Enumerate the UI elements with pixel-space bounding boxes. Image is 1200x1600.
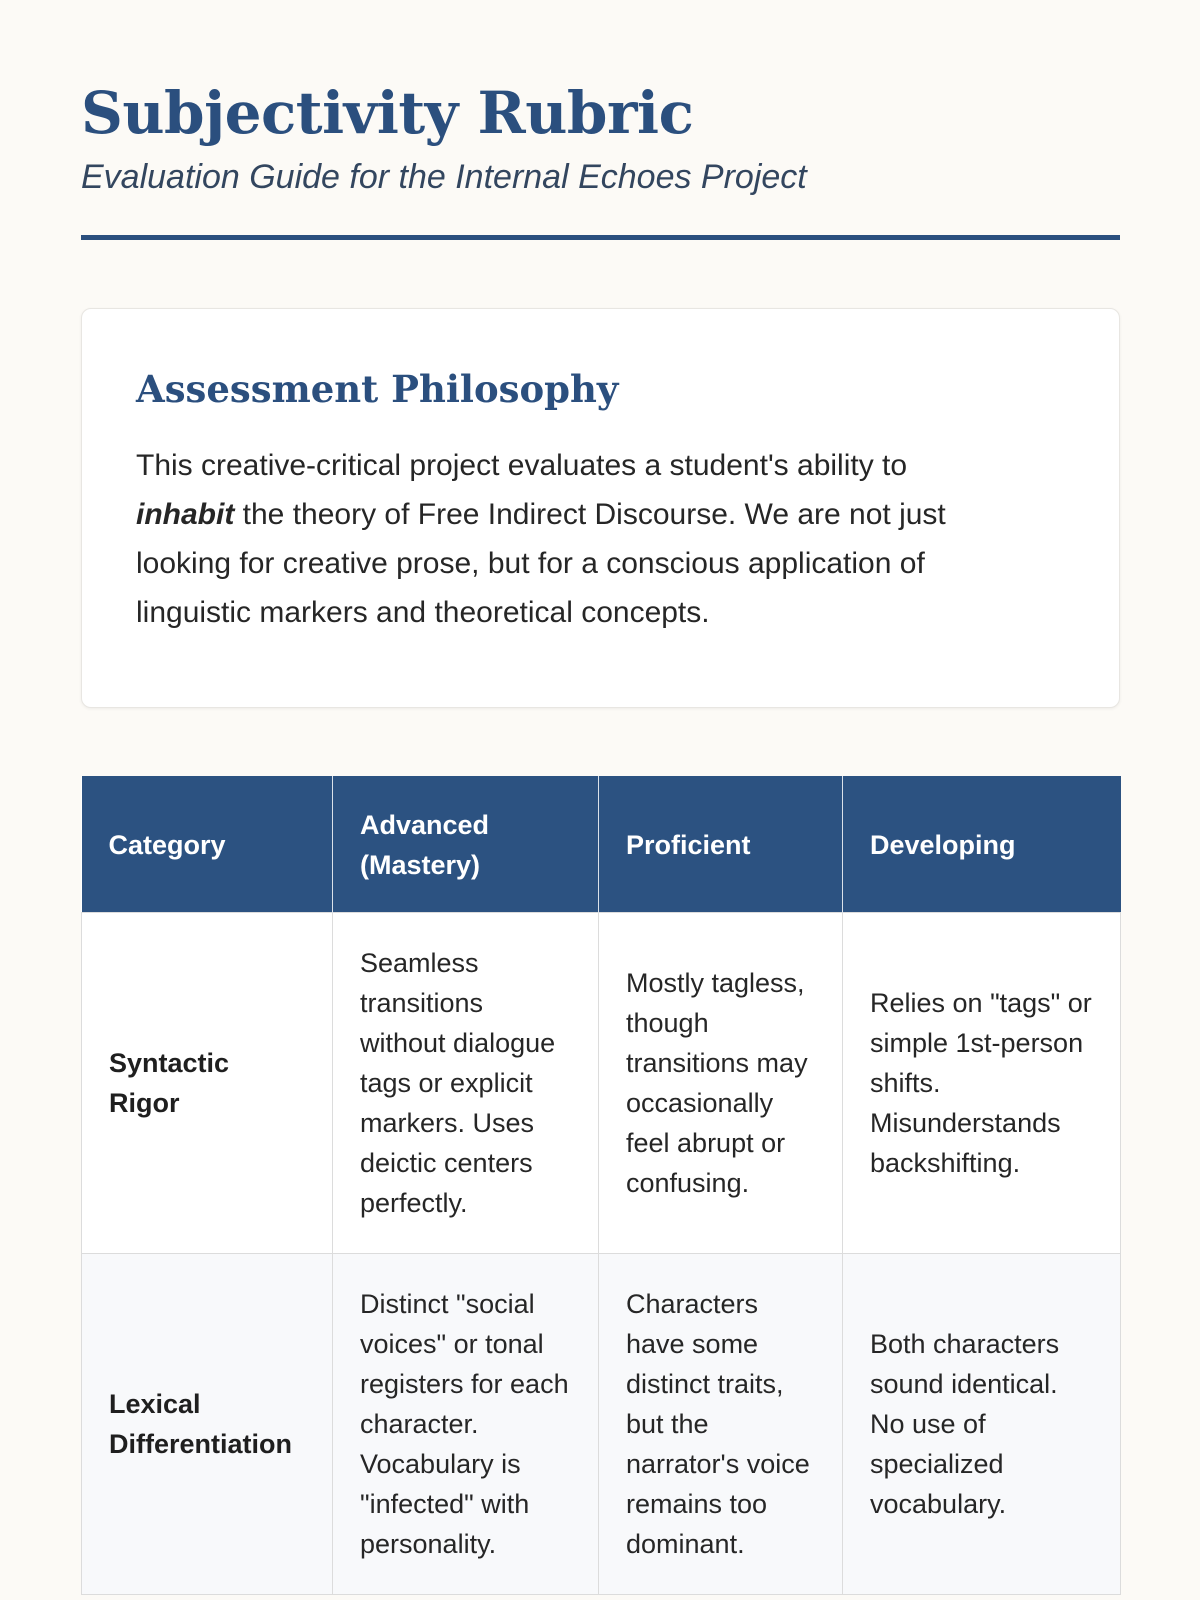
advanced-cell: Distinct "social voices" or tonal registers for each character. Vocabulary is "infected" with personality. bbox=[333, 1254, 599, 1595]
header-advanced: Advanced (Mastery) bbox=[333, 776, 599, 913]
header-proficient: Proficient bbox=[599, 776, 843, 913]
proficient-cell: Characters have some distinct traits, but the narrator's voice remains too dominant. bbox=[599, 1254, 843, 1595]
rubric-header-row bbox=[82, 776, 1121, 913]
title-divider bbox=[81, 235, 1120, 240]
category-cell: Syntactic Rigor bbox=[82, 913, 333, 1254]
advanced-cell: Seamless transitions without dialogue tags or explicit markers. Uses deictic centers perfectly. bbox=[333, 913, 599, 1254]
rubric-table bbox=[81, 776, 1121, 1595]
proficient-cell: Mostly tagless, though transitions may occasionally feel abrupt or confusing. bbox=[599, 913, 843, 1254]
page-title: Subjectivity Rubric bbox=[81, 79, 694, 147]
table-row bbox=[82, 1254, 1121, 1595]
philosophy-card bbox=[81, 308, 1120, 708]
philosophy-text bbox=[136, 441, 976, 637]
philosophy-title: Assessment Philosophy bbox=[136, 366, 619, 411]
philosophy-text-start: This creative-critical project evaluates a student's ability to bbox=[136, 449, 908, 483]
header-category: Category bbox=[82, 776, 333, 913]
philosophy-emphasis: inhabit bbox=[136, 498, 235, 532]
category-cell: Lexical Differentiation bbox=[82, 1254, 333, 1595]
header-developing: Developing bbox=[843, 776, 1121, 913]
developing-cell: Both characters sound identical. No use of specialized vocabulary. bbox=[843, 1254, 1121, 1595]
table-row bbox=[82, 913, 1121, 1254]
page-subtitle: Evaluation Guide for the Internal Echoes Project bbox=[81, 157, 807, 196]
developing-cell: Relies on "tags" or simple 1st-person shifts. Misunderstands backshifting. bbox=[843, 913, 1121, 1254]
philosophy-text-end: the theory of Free Indirect Discourse. We are not just looking for creative prose, but for a conscious application of linguistic markers and theoretical concepts. bbox=[136, 498, 946, 630]
